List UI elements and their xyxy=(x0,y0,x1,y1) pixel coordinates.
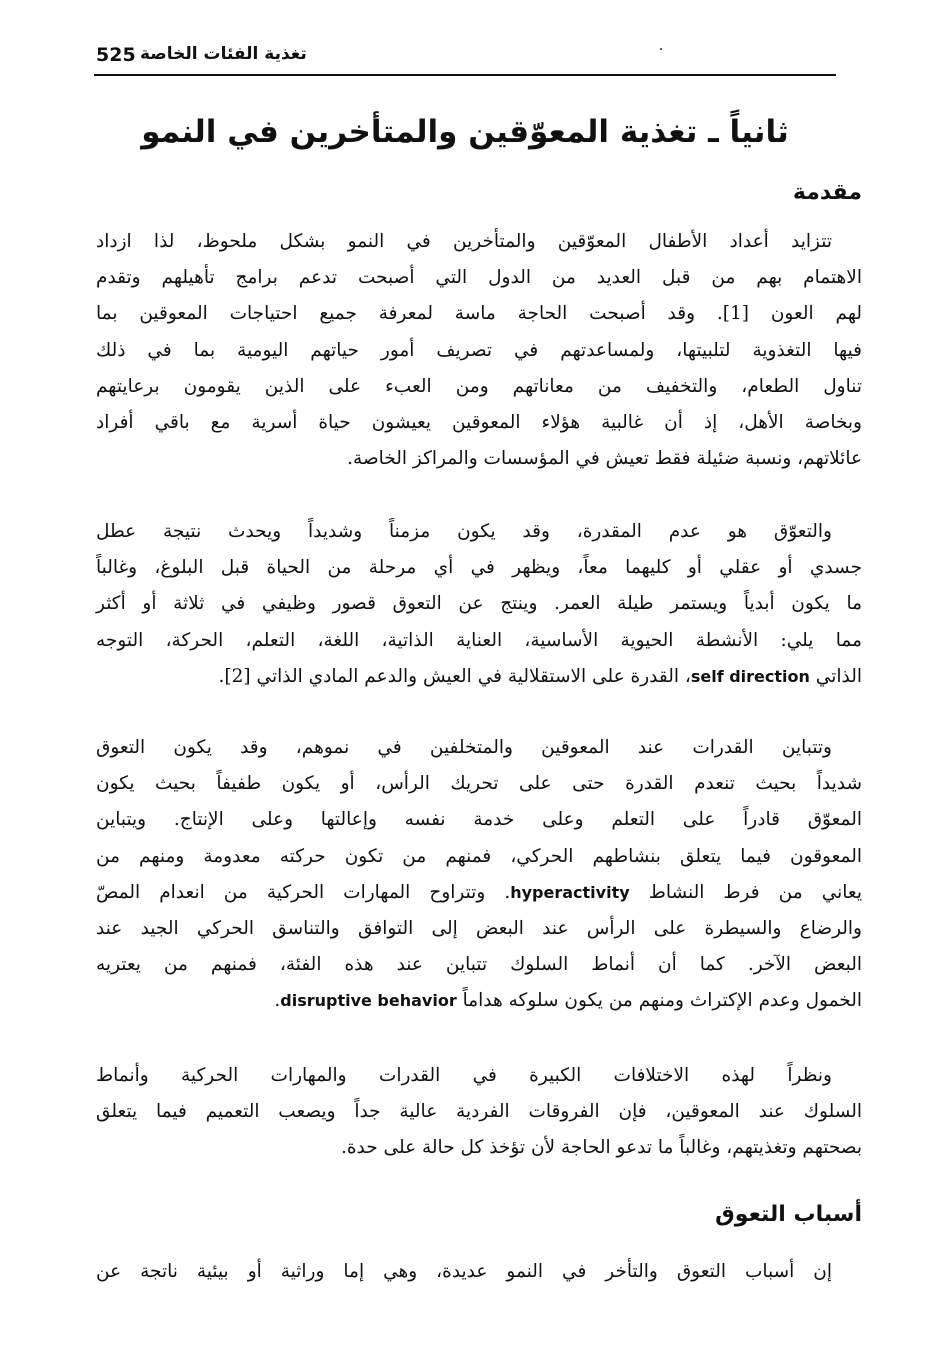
text-line: فيها التغذوية لتلبيتها، ولمساعدتهم في تصريف أمور حياتهم اليومية بما في ذلك xyxy=(96,339,862,361)
text-line: وبخاصة الأهل، إذ أن غالبية هؤلاء المعوقين يعيشون حياة أسرية مع باقي أفراد xyxy=(96,412,862,434)
text-line xyxy=(96,875,862,911)
text-line: البعض الآخر. كما أن أنماط السلوك تتباين عند هذه الفئة، فمنهم من يعتريه xyxy=(96,954,862,976)
text-line: بصحتهم وتغذيتهم، وغالباً ما تدعو الحاجة لأن تؤخذ كل حالة على حدة. xyxy=(340,1137,862,1159)
scan-speck xyxy=(660,48,662,50)
text-run: الخمول وعدم الإكتراث ومنهم من يكون سلوكه هداماً xyxy=(462,990,862,1012)
chapter-title: ثانياً ـ تغذية المعوّقين والمتأخرين في النمو xyxy=(141,114,789,150)
running-header xyxy=(94,40,836,76)
text-line: والتعوّق هو عدم المقدرة، وقد يكون مزمناً وشديداً ويحدث نتيجة عطل xyxy=(96,521,832,542)
paragraph-4 xyxy=(96,1058,862,1167)
text-run: الذاتي xyxy=(815,665,862,687)
text-line: شديداً بحيث تنعدم القدرة حتى على تحريك الرأس، أو يكون طفيفاً بحيث يكون xyxy=(96,773,862,795)
text-line: تتزايد أعداد الأطفال المعوّقين والمتأخرين في النمو بشكل ملحوظ، لذا ازداد xyxy=(96,231,832,252)
text-line: إن أسباب التعوق والتأخر في النمو عديدة، وهي إما وراثية أو بيئية ناتجة عن xyxy=(96,1261,832,1282)
text-run: . xyxy=(274,990,281,1012)
text-line: جسدي أو عقلي أو كليهما معاً، ويظهر في أي مرحلة من الحياة قبل البلوغ، وغالباً xyxy=(96,557,862,579)
text-line: عائلاتهم، ونسبة ضئيلة فقط تعيش في المؤسسات والمراكز الخاصة. xyxy=(347,448,862,470)
text-line: الاهتمام بهم من قبل العديد من الدول التي أصبحت تدعم برامج تأهيلهم وتقدم xyxy=(96,267,862,289)
section-heading-intro: مقدمة xyxy=(792,180,862,205)
paragraph-1 xyxy=(96,224,862,477)
text-line: السلوك عند المعوقين، فإن الفروقات الفردية عالية جداً ويصعب التعميم فيما يتعلق xyxy=(96,1101,862,1123)
text-run: . وتتراوح المهارات الحركية من انعدام المصّ xyxy=(96,881,511,903)
english-term: disruptive behavior xyxy=(280,991,457,1011)
text-line xyxy=(96,659,862,695)
text-line: ما يكون أبدياً ويستمر طيلة العمر. وينتج عن التعوق قصور وظيفي في ثلاثة أو أكثر xyxy=(96,593,862,615)
text-line: وتتباين القدرات عند المعوقين والمتخلفين في نموهم، وقد يكون التعوق xyxy=(96,737,832,758)
paragraph-3 xyxy=(96,730,862,1020)
running-title: تغذية الفئات الخاصة xyxy=(140,44,307,64)
text-line xyxy=(96,983,862,1019)
english-term: hyperactivity xyxy=(510,882,630,902)
text-line: المعوقون فيما يتعلق بنشاطهم الحركي، فمنهم من تكون حركته معدومة ومنهم من xyxy=(96,845,862,867)
text-line: المعوّق قادراً على التعلم وعلى خدمة نفسه وإعالتها وعلى الإنتاج. ويتباين xyxy=(96,809,862,831)
text-line: لهم العون [1]. وقد أصبحت الحاجة ماسة لمعرفة جميع احتياجات المعوقين بما xyxy=(96,303,862,325)
paragraph-2 xyxy=(96,514,862,695)
text-line: والرضاع والسيطرة على الرأس عند البعض إلى التوافق والتناسق الحركي الجيد عند xyxy=(96,918,862,940)
paragraph-5 xyxy=(96,1254,862,1290)
text-run: يعاني من فرط النشاط xyxy=(648,881,862,903)
text-line: ونظراً لهذه الاختلافات الكبيرة في القدرات والمهارات الحركية وأنماط xyxy=(96,1065,832,1086)
text-line: مما يلي: الأنشطة الحيوية الأساسية، العناية الذاتية، اللغة، التعلم، الحركة، التوجه xyxy=(96,629,862,651)
text-line: تناول الطعام، والتخفيف من معاناتهم ومن العبء على الذين يقومون برعايتهم xyxy=(96,375,862,397)
page-number: 525 xyxy=(96,44,136,66)
text-run: ، القدرة على الاستقلالية في العيش والدعم المادي الذاتي [2]. xyxy=(218,665,691,687)
section-heading-causes: أسباب التعوق xyxy=(715,1202,862,1227)
english-term: self direction xyxy=(690,666,810,686)
